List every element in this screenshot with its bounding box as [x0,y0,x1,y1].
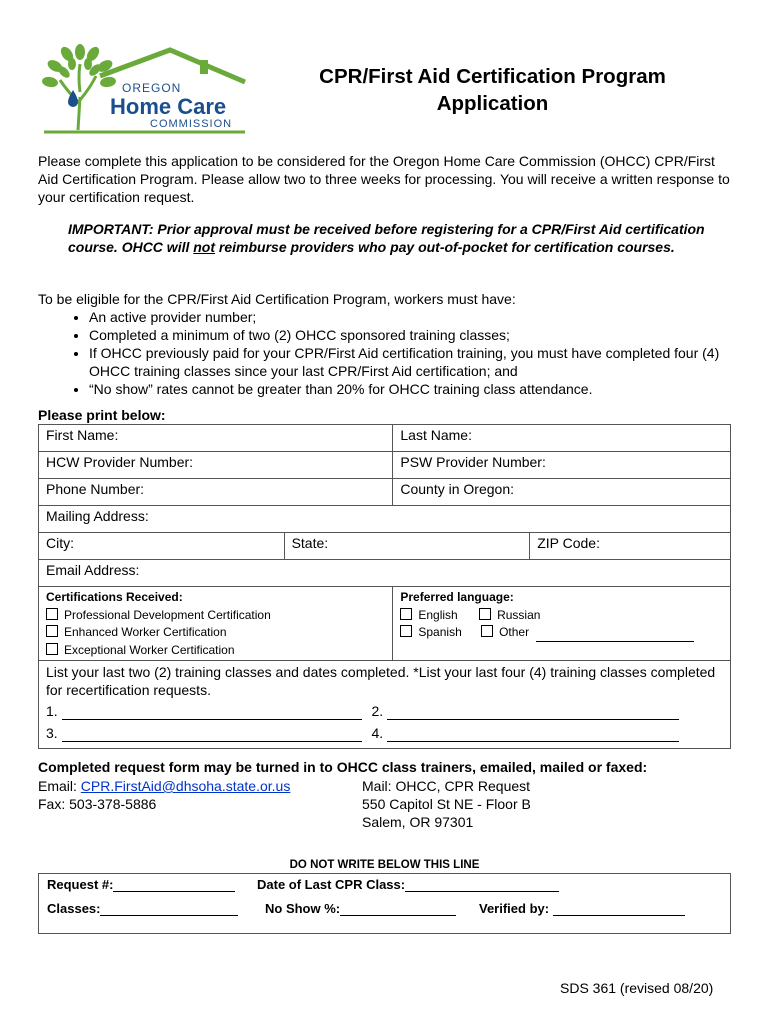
mail-address [362,777,531,831]
checkbox[interactable] [46,608,58,620]
psw-number-label: PSW Provider Number: [400,454,546,470]
class-number-3: 3. [46,725,58,741]
mail-line-1: Mail: OHCC, CPR Request [362,778,531,794]
lang-spanish-option[interactable] [400,625,461,639]
lang-spanish-label: Spanish [418,625,462,639]
class-number-4: 4. [371,725,384,741]
checkbox[interactable] [400,608,412,620]
no-show-label: No Show %: [265,901,341,916]
important-part-2: reimburse providers who pay out-of-pocket for certification courses. [215,239,675,255]
cert-option[interactable] [46,642,385,660]
cert-label: Enhanced Worker Certification [64,625,227,639]
checkbox[interactable] [481,625,493,637]
lang-other-label: Other [499,625,530,639]
mailing-address-label: Mailing Address: [46,508,149,524]
request-number-field[interactable] [47,877,235,892]
mailing-address-field[interactable] [39,506,731,533]
checkbox[interactable] [400,625,412,637]
cert-option[interactable] [46,607,385,625]
date-last-cpr-label: Date of Last CPR Class: [257,877,406,892]
logo-oregon-text: OREGON [122,81,182,95]
class-number-1: 1. [46,703,58,719]
important-part-1: IMPORTANT: Prior approval must be received before registering for a CPR/First Aid certification course. OHCC will [68,221,705,255]
office-use-box [38,873,731,934]
lang-other-input[interactable] [536,628,694,642]
last-name-field[interactable] [393,425,731,452]
class-number-2: 2. [371,703,384,719]
eligibility-lead: To be eligible for the CPR/First Aid Certification Program, workers must have: [38,291,516,307]
zip-field[interactable] [530,533,731,560]
county-field[interactable] [393,479,731,506]
state-label: State: [291,535,329,551]
request-number-label: Request #: [47,877,114,892]
city-label: City: [46,535,74,551]
email-address-label: Email Address: [46,562,140,578]
tree-house-logo-icon [40,42,250,137]
mail-line-2: 550 Capitol St NE - Floor B [362,796,531,812]
verified-by-field[interactable] [479,901,685,916]
lang-english-label: English [418,607,458,622]
application-form-table [38,424,731,749]
class-1-input[interactable] [62,706,362,720]
submission-heading: Completed request form may be turned in to OHCC class trainers, emailed, mailed or faxed: [38,759,648,775]
first-name-field[interactable] [39,425,393,452]
checkbox[interactable] [46,625,58,637]
title-line-2: Application [436,92,549,115]
hcw-number-field[interactable] [39,452,393,479]
language-cell [393,587,731,661]
class-2-input[interactable] [387,706,679,720]
list-item: • If OHCC previously paid for your CPR/First Aid certification training, you must have completed four (4) OHCC training classes since your last CPR/First Aid certification; and [89,344,738,380]
intro-paragraph: Please complete this application to be considered for the Oregon Home Care Commission (OHCC) CPR/First Aid Certification Program. Please allow two to three weeks for processing. You will receive a written response to your certification request. [38,153,730,205]
list-item: • Completed a minimum of two (2) OHCC sponsored training classes; [89,326,738,344]
class-4-input[interactable] [387,728,679,742]
cert-label: Professional Development Certification [64,607,271,622]
lang-russian-label: Russian [497,607,541,622]
psw-number-field[interactable] [393,452,731,479]
phone-field[interactable] [39,479,393,506]
language-label: Preferred language: [400,590,514,604]
email-address-field[interactable] [39,560,731,587]
phone-label: Phone Number: [46,481,145,497]
classes-field[interactable] [47,901,238,916]
logo-commission-text: COMMISSION [150,118,233,130]
certifications-cell [39,587,393,661]
lang-other-option[interactable] [481,625,529,639]
classes-label: Classes: [47,901,101,916]
date-last-cpr-field[interactable] [257,877,559,892]
mail-line-3: Salem, OR 97301 [362,814,474,830]
city-field[interactable] [39,533,285,560]
important-underlined: not [193,239,216,255]
certifications-label: Certifications Received: [46,590,183,604]
title-line-1: CPR/First Aid Certification Program [319,65,666,88]
page-title [255,63,730,117]
email-label: Email: [38,778,81,794]
print-below-label: Please print below: [38,407,166,423]
list-item: • An active provider number; [89,308,738,326]
form-number-footer: SDS 361 (revised 08/20) [560,980,714,996]
last-name-label: Last Name: [400,427,472,443]
hcw-number-label: HCW Provider Number: [46,454,194,470]
verified-by-label: Verified by: [479,901,550,916]
training-classes-instructions: List your last two (2) training classes and dates completed. *List your last four (4) training classes completed for recertification requests. [46,664,716,698]
county-label: County in Oregon: [400,481,514,497]
no-show-field[interactable] [265,901,456,916]
first-name-label: First Name: [46,427,119,443]
logo-homecare-text: Home Care [110,94,227,119]
training-classes-cell [39,661,731,749]
zip-label: ZIP Code: [537,535,600,551]
list-item: • “No show” rates cannot be greater than 20% for OHCC training class attendance. [89,380,738,398]
state-field[interactable] [284,533,530,560]
checkbox[interactable] [479,608,491,620]
important-notice [68,220,708,256]
class-3-input[interactable] [62,728,362,742]
lang-russian-option[interactable] [479,608,540,622]
cert-option[interactable] [46,624,385,642]
contact-left [38,777,290,813]
email-link[interactable]: CPR.FirstAid@dhsoha.state.or.us [80,778,291,794]
ohcc-logo [40,42,250,137]
checkbox[interactable] [46,643,58,655]
cert-label: Exceptional Worker Certification [64,642,235,657]
lang-english-option[interactable] [400,608,457,622]
do-not-write-label: DO NOT WRITE BELOW THIS LINE [289,859,480,871]
eligibility-list [38,308,738,398]
eligibility-section [38,290,738,398]
fax-number: Fax: 503-378-5886 [38,796,157,812]
